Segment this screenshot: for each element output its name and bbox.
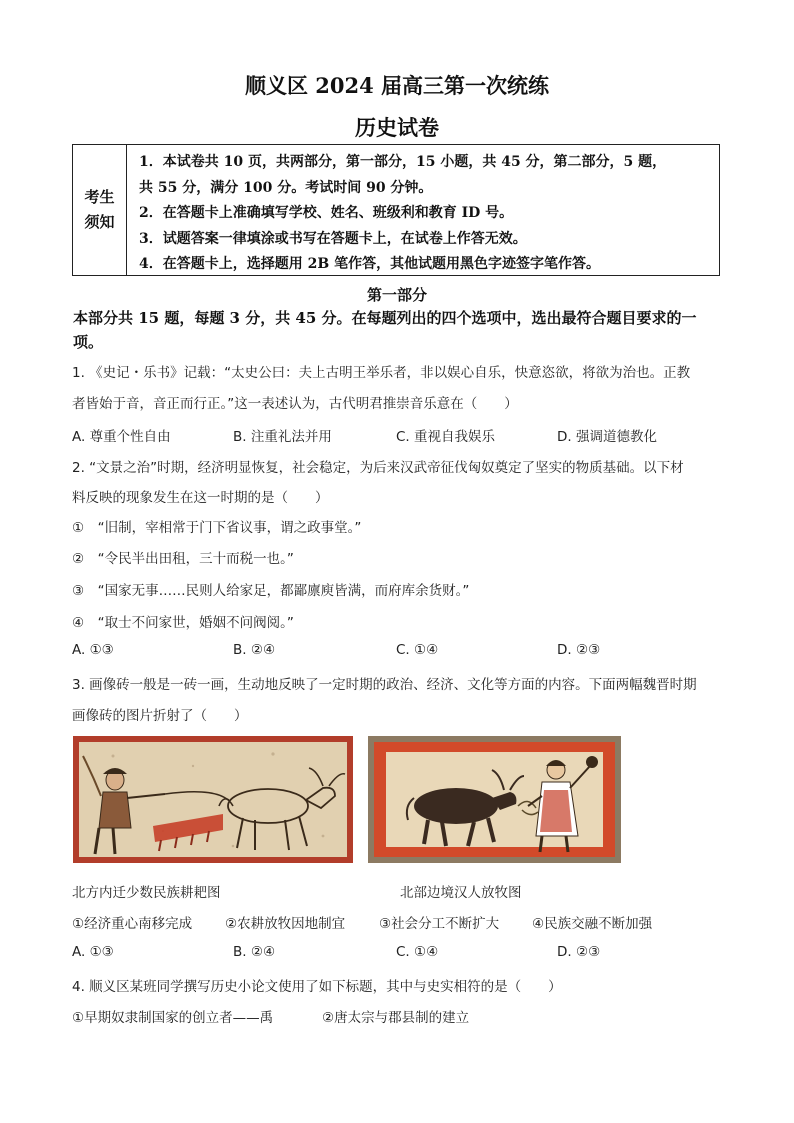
q3-option-b[interactable]: B. ②④ bbox=[233, 944, 276, 960]
q1-stem-line2: 者皆始于音，音正而行正。”这一表述认为，古代明君推崇音乐意在（ ） bbox=[72, 396, 518, 412]
q3-statement-3: ③社会分工不断扩大 bbox=[379, 916, 500, 932]
q1-stem-line1: 1. 《史记・乐书》记载：“太史公曰：夫上古明王举乐者，非以娱心自乐，快意恣欲，将欲为治也。正教 bbox=[72, 365, 691, 381]
q3-option-c[interactable]: C. ①④ bbox=[396, 944, 439, 960]
q3-caption-right: 北部边境汉人放牧图 bbox=[400, 885, 522, 901]
part1-heading: 第一部分 bbox=[366, 286, 427, 304]
q2-option-b[interactable]: B. ②④ bbox=[233, 642, 276, 658]
notice-label bbox=[73, 145, 127, 275]
part1-intro-line2: 项。 bbox=[73, 333, 104, 351]
q4-title-2: ②唐太宗与郡县制的建立 bbox=[322, 1010, 470, 1026]
q2-material-3: ③ “国家无事……民则人给家足，都鄙廪庾皆满，而府库余货财。” bbox=[72, 583, 470, 599]
q2-material-1: ① “旧制，宰相常于门下省议事，谓之政事堂。” bbox=[72, 520, 362, 536]
q1-option-c[interactable]: C. 重视自我娱乐 bbox=[396, 429, 496, 445]
part1-intro-line1: 本部分共 15 题，每题 3 分，共 45 分。在每题列出的四个选项中，选出最符合题目要求的一 bbox=[73, 309, 697, 327]
q4-title-1: ①早期奴隶制国家的创立者——禹 bbox=[72, 1010, 274, 1026]
q3-statement-1: ①经济重心南移完成 bbox=[72, 916, 193, 932]
q1-option-d[interactable]: D. 强调道德教化 bbox=[557, 429, 657, 445]
q2-option-a[interactable]: A. ①③ bbox=[72, 642, 114, 658]
q4-stem-line1: 4. 顺义区某班同学撰写历史小论文使用了如下标题，其中与史实相符的是（ ） bbox=[72, 979, 562, 995]
q2-material-4: ④ “取士不问家世，婚姻不问阀阅。” bbox=[72, 615, 294, 631]
notice-item: 3．试题答案一律填涂或书写在答题卡上，在试卷上作答无效。 bbox=[139, 230, 527, 247]
notice-item: 2．在答题卡上准确填写学校、姓名、班级利和教育 ID 号。 bbox=[139, 205, 514, 221]
q2-stem-line2: 料反映的现象发生在这一时期的是（ ） bbox=[72, 490, 329, 506]
brick-painting-herding bbox=[368, 736, 621, 863]
exam-title: 顺义区 2024 届高三第一次统练 bbox=[244, 73, 550, 98]
notice-items bbox=[127, 145, 719, 275]
exam-subtitle: 历史试卷 bbox=[355, 115, 439, 140]
q3-stem-line1: 3. 画像砖一般是一砖一画，生动地反映了一定时期的政治、经济、文化等方面的内容。下面两幅魏晋时期 bbox=[72, 677, 697, 693]
q3-stem-line2: 画像砖的图片折射了（ ） bbox=[72, 708, 248, 724]
herding-scene-graphic bbox=[368, 736, 621, 863]
q3-caption-left: 北方内迁少数民族耕耙图 bbox=[72, 885, 221, 901]
q3-statement-4: ④民族交融不断加强 bbox=[532, 916, 653, 932]
q2-stem-line1: 2. “文景之治”时期，经济明显恢复，社会稳定，为后来汉武帝征伐匈奴奠定了坚实的物质基础。以下材 bbox=[72, 460, 684, 476]
q1-option-b[interactable]: B. 注重礼法并用 bbox=[233, 429, 332, 445]
brick-painting-ploughing bbox=[73, 736, 353, 863]
notice-item: 共 55 分，满分 100 分。考试时间 90 分钟。 bbox=[139, 179, 433, 196]
q2-option-c[interactable]: C. ①④ bbox=[396, 642, 439, 658]
notice-label-line2: 须知 bbox=[84, 213, 115, 231]
q2-option-d[interactable]: D. ②③ bbox=[557, 642, 601, 658]
notice-label-line1: 考生 bbox=[84, 188, 115, 206]
q1-option-a[interactable]: A. 尊重个性自由 bbox=[72, 429, 171, 445]
ploughing-scene-graphic bbox=[73, 736, 353, 863]
q3-option-a[interactable]: A. ①③ bbox=[72, 944, 114, 960]
q3-statement-2: ②农耕放牧因地制宜 bbox=[225, 916, 346, 932]
q3-option-d[interactable]: D. ②③ bbox=[557, 944, 601, 960]
q2-material-2: ② “令民半出田租，三十而税一也。” bbox=[72, 551, 294, 567]
candidate-notice-box bbox=[72, 144, 720, 276]
notice-item: 4．在答题卡上，选择题用 2B 笔作答，其他试题用黑色字迹签字笔作答。 bbox=[139, 256, 601, 272]
notice-item: 1．本试卷共 10 页，共两部分，第一部分，15 小题，共 45 分，第二部分，5 题， bbox=[139, 154, 667, 170]
